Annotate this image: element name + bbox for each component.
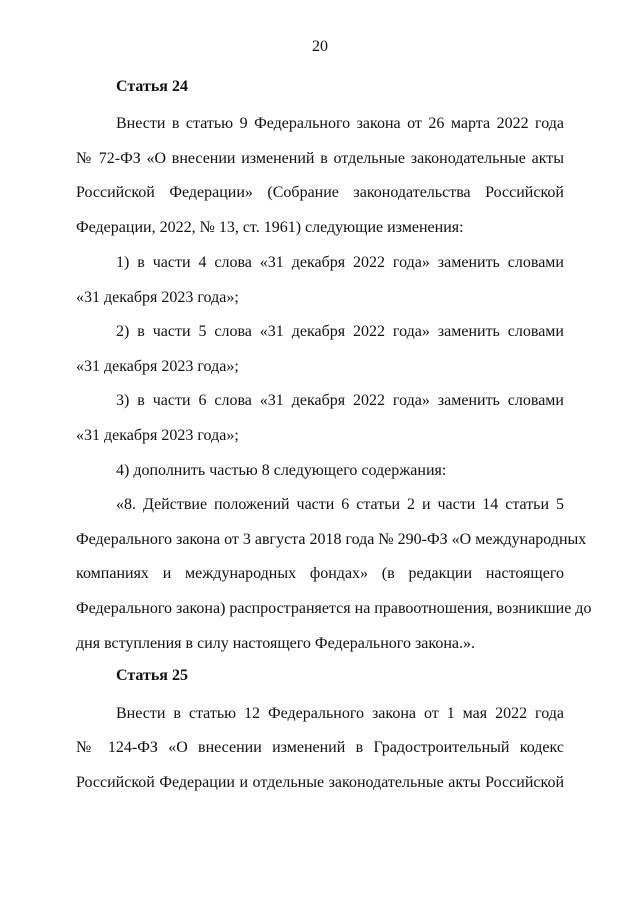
article-25-heading: Статья 25 <box>116 667 188 684</box>
article-24-line-1: Внести в статью 9 Федерального закона от 26 марта 2022 года <box>116 115 564 132</box>
article-24-quote-line-2: Федерального закона от 3 августа 2018 года № 290-ФЗ «О международных <box>76 531 587 548</box>
article-25-line-1: Внести в статью 12 Федерального закона от 1 мая 2022 года <box>116 705 564 722</box>
article-24-line-2: № 72-ФЗ «О внесении изменений в отдельные законодательные акты <box>76 150 564 167</box>
article-24-quote-line-1: «8. Действие положений части 6 статьи 2 и части 14 статьи 5 <box>116 496 564 513</box>
article-25-line-2: № 124-ФЗ «О внесении изменений в Градостроительный кодекс <box>76 739 564 756</box>
article-24-item-3: 3) в части 6 слова «31 декабря 2022 года» заменить словами <box>116 392 564 409</box>
article-24-item-2: 2) в части 5 слова «31 декабря 2022 года» заменить словами <box>116 323 564 340</box>
page-number: 20 <box>312 38 328 55</box>
article-24-item-1: 1) в части 4 слова «31 декабря 2022 года» заменить словами <box>116 254 564 271</box>
article-24-item-2-cont: «31 декабря 2023 года»; <box>76 358 239 375</box>
article-24-item-4: 4) дополнить частью 8 следующего содержания: <box>116 462 447 479</box>
article-24-quote-line-5: дня вступления в силу настоящего Федерального закона.». <box>76 635 475 652</box>
article-24-line-4: Федерации, 2022, № 13, ст. 1961) следующие изменения: <box>76 219 464 236</box>
article-24-heading: Статья 24 <box>116 78 188 95</box>
article-24-item-1-cont: «31 декабря 2023 года»; <box>76 289 239 306</box>
article-24-quote-line-4: Федерального закона) распространяется на правоотношения, возникшие до <box>76 600 592 617</box>
article-24-line-3: Российской Федерации» (Собрание законодательства Российской <box>76 184 564 201</box>
article-25-line-3: Российской Федерации и отдельные законодательные акты Российской <box>76 774 564 791</box>
article-24-quote-line-3: компаниях и международных фондах» (в редакции настоящего <box>76 565 564 582</box>
article-24-item-3-cont: «31 декабря 2023 года»; <box>76 427 239 444</box>
